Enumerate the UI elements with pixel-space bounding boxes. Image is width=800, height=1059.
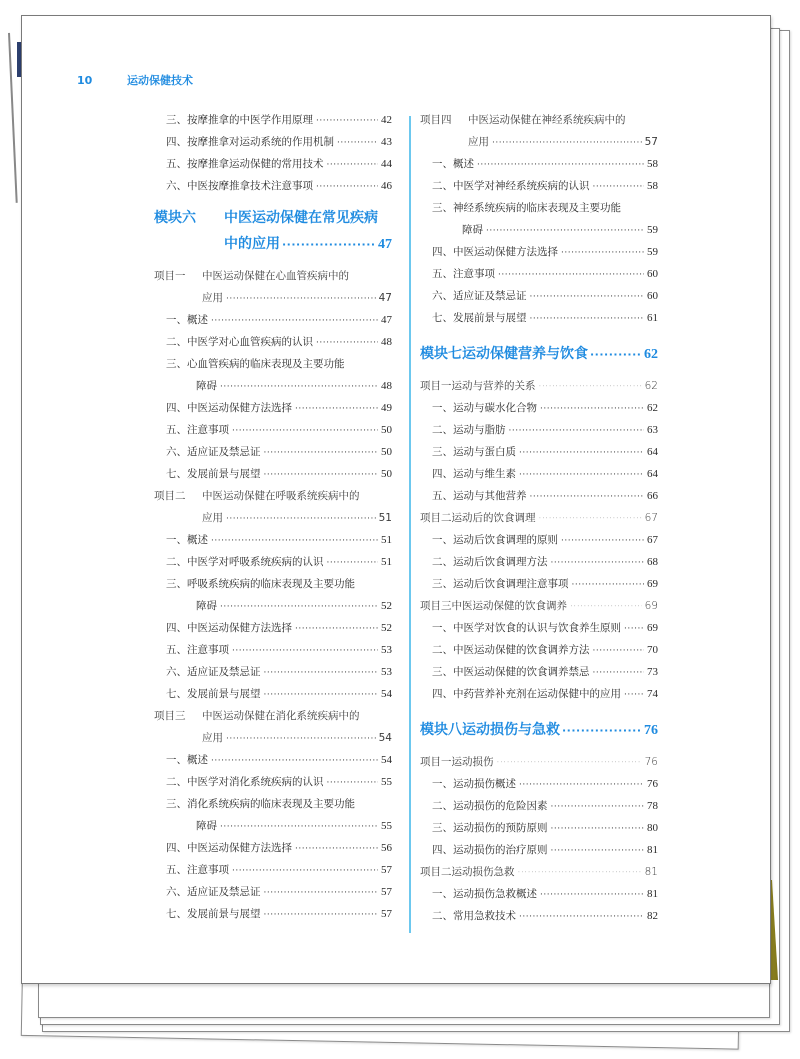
toc-entry[interactable]: 三、按摩推拿的中医学作用原理 ····· 42	[154, 109, 392, 131]
column-divider	[409, 116, 411, 933]
toc-entry[interactable]: 三、运动损伤的预防原则 ····· 80	[420, 817, 658, 839]
toc-entry[interactable]: 三、心血管疾病的临床表现及主要功能	[166, 358, 345, 370]
toc-entry[interactable]: 二、中医学对消化系统疾病的认识 ····· 55	[154, 771, 392, 793]
module-prefix: 模块六	[154, 210, 196, 226]
project-heading[interactable]: 项目一 中医运动保健在心血管疾病中的	[154, 270, 349, 282]
module-heading-7[interactable]: 模块七 运动保健营养与饮食 ····· 62	[420, 341, 658, 367]
toc-entry[interactable]: 四、中医运动保健方法选择 ····· 56	[154, 837, 392, 859]
toc-entry[interactable]: 一、概述 ····· 47	[154, 309, 392, 331]
toc-entry[interactable]: 二、中医学对神经系统疾病的认识 ····· 58	[420, 175, 658, 197]
project-heading[interactable]: 项目三 中医运动保健在消化系统疾病中的	[154, 710, 360, 722]
toc-entry[interactable]: 一、中医学对饮食的认识与饮食养生原则 ····· 69	[420, 617, 658, 639]
toc-entry[interactable]: 五、按摩推拿运动保健的常用技术 ····· 44	[154, 153, 392, 175]
module-heading-8[interactable]: 模块八 运动损伤与急救 ····· 76	[420, 717, 658, 743]
project-heading[interactable]: 项目二 中医运动保健在呼吸系统疾病中的	[154, 490, 360, 502]
toc-entry[interactable]: 二、常用急救技术 ····· 82	[420, 905, 658, 927]
toc-entry-cont[interactable]: 障碍 ····· 55	[154, 815, 392, 837]
project-heading[interactable]: 项目一 运动与营养的关系 ····· 62	[420, 375, 658, 397]
toc-entry[interactable]: 二、运动与脂肪 ····· 63	[420, 419, 658, 441]
toc-entry[interactable]: 七、发展前景与展望 ····· 57	[154, 903, 392, 925]
toc-entry[interactable]: 六、中医按摩推拿技术注意事项 ····· 46	[154, 175, 392, 197]
toc-entry[interactable]: 六、适应证及禁忌证 ····· 60	[420, 285, 658, 307]
toc-entry[interactable]: 一、概述 ····· 58	[420, 153, 658, 175]
toc-entry[interactable]: 二、运动后饮食调理方法 ····· 68	[420, 551, 658, 573]
toc-entry-cont[interactable]: 障碍 ····· 52	[154, 595, 392, 617]
toc-entry[interactable]: 四、中医运动保健方法选择 ····· 49	[154, 397, 392, 419]
toc-entry[interactable]: 五、运动与其他营养 ····· 66	[420, 485, 658, 507]
toc-page	[21, 15, 771, 984]
toc-entry[interactable]: 六、适应证及禁忌证 ····· 50	[154, 441, 392, 463]
toc-entry-cont[interactable]: 障碍 ····· 48	[154, 375, 392, 397]
toc-entry[interactable]: 七、发展前景与展望 ····· 61	[420, 307, 658, 329]
toc-entry[interactable]: 三、运动与蛋白质 ····· 64	[420, 441, 658, 463]
toc-entry[interactable]: 六、适应证及禁忌证 ····· 57	[154, 881, 392, 903]
running-header	[77, 72, 193, 88]
toc-entry[interactable]: 三、消化系统疾病的临床表现及主要功能	[166, 798, 355, 810]
toc-entry[interactable]: 四、中药营养补充剂在运动保健中的应用 ····· 74	[420, 683, 658, 705]
book-title: 运动保健技术	[127, 74, 193, 87]
toc-entry[interactable]: 二、中医学对呼吸系统疾病的认识 ····· 51	[154, 551, 392, 573]
project-heading[interactable]: 项目一 运动损伤 ····· 76	[420, 751, 658, 773]
toc-entry[interactable]: 七、发展前景与展望 ····· 50	[154, 463, 392, 485]
toc-entry[interactable]: 一、运动损伤急救概述 ····· 81	[420, 883, 658, 905]
toc-entry-cont[interactable]: 障碍 ····· 59	[420, 219, 658, 241]
page-number: 10	[77, 74, 93, 87]
toc-entry[interactable]: 四、运动损伤的治疗原则 ····· 81	[420, 839, 658, 861]
toc-entry[interactable]: 三、呼吸系统疾病的临床表现及主要功能	[166, 578, 355, 590]
toc-entry[interactable]: 三、神经系统疾病的临床表现及主要功能	[432, 202, 621, 214]
project-heading[interactable]: 项目四 中医运动保健在神经系统疾病中的	[420, 114, 626, 126]
project-heading-cont[interactable]: 应用 ····· 57	[420, 131, 658, 153]
toc-entry[interactable]: 四、运动与维生素 ····· 64	[420, 463, 658, 485]
toc-entry[interactable]: 四、按摩推拿对运动系统的作用机制 ····· 43	[154, 131, 392, 153]
project-heading[interactable]: 项目二 运动损伤急救 ····· 81	[420, 861, 658, 883]
toc-entry[interactable]: 三、中医运动保健的饮食调养禁忌 ····· 73	[420, 661, 658, 683]
toc-entry[interactable]: 一、运动与碳水化合物 ····· 62	[420, 397, 658, 419]
toc-entry[interactable]: 一、运动后饮食调理的原则 ····· 67	[420, 529, 658, 551]
toc-entry[interactable]: 七、发展前景与展望 ····· 54	[154, 683, 392, 705]
toc-entry[interactable]: 五、注意事项 ····· 53	[154, 639, 392, 661]
toc-entry[interactable]: 一、运动损伤概述 ····· 76	[420, 773, 658, 795]
toc-entry[interactable]: 一、概述 ····· 51	[154, 529, 392, 551]
module-heading-6[interactable]: 模块六 中医运动保健在常见疾病 中的应用 ····· 47	[154, 205, 392, 257]
toc-entry[interactable]: 五、注意事项 ····· 57	[154, 859, 392, 881]
toc-column-left	[154, 109, 392, 925]
toc-entry[interactable]: 五、注意事项 ····· 60	[420, 263, 658, 285]
toc-entry[interactable]: 五、注意事项 ····· 50	[154, 419, 392, 441]
toc-entry[interactable]: 二、运动损伤的危险因素 ····· 78	[420, 795, 658, 817]
project-heading-cont[interactable]: 应用 ····· 47	[154, 287, 392, 309]
toc-entry[interactable]: 三、运动后饮食调理注意事项 ····· 69	[420, 573, 658, 595]
toc-entry[interactable]: 四、中医运动保健方法选择 ····· 59	[420, 241, 658, 263]
toc-entry[interactable]: 一、概述 ····· 54	[154, 749, 392, 771]
toc-entry[interactable]: 六、适应证及禁忌证 ····· 53	[154, 661, 392, 683]
toc-entry[interactable]: 二、中医运动保健的饮食调养方法 ····· 70	[420, 639, 658, 661]
toc-column-right	[420, 109, 658, 927]
project-heading-cont[interactable]: 应用 ····· 54	[154, 727, 392, 749]
project-heading[interactable]: 项目二 运动后的饮食调理 ····· 67	[420, 507, 658, 529]
project-heading-cont[interactable]: 应用 ····· 51	[154, 507, 392, 529]
toc-entry[interactable]: 四、中医运动保健方法选择 ····· 52	[154, 617, 392, 639]
project-heading[interactable]: 项目三 中医运动保健的饮食调养 ····· 69	[420, 595, 658, 617]
toc-entry[interactable]: 二、中医学对心血管疾病的认识 ····· 48	[154, 331, 392, 353]
